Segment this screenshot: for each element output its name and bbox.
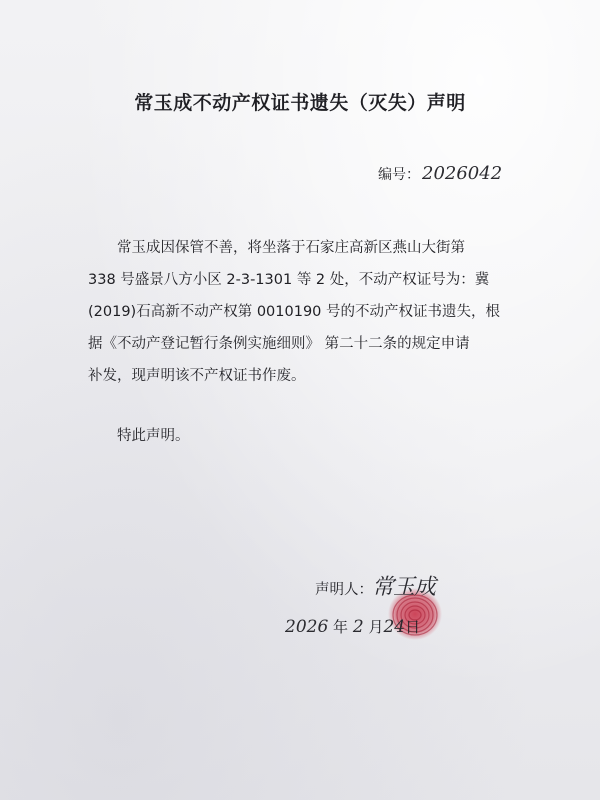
closing-text: 特此声明。 [117, 428, 190, 444]
document-title: 常玉成不动产权证书遗失（灭失）声明 [134, 92, 466, 114]
body-line: 补发，现声明该不产权证书作废。 [88, 368, 306, 384]
date-day-unit: 日 [405, 618, 421, 636]
date-year: 2026 [285, 617, 329, 637]
serial-number [378, 163, 502, 184]
date-month: 2 [352, 617, 364, 637]
body-line: 338 号盛景八方小区 2-3-1301 等 2 处，不动产权证号为：冀 [88, 272, 490, 288]
serial-value: 2026042 [422, 163, 503, 184]
serial-label: 编号： [378, 167, 420, 183]
date-day: 24 [383, 617, 406, 637]
handwritten-signature: 常玉成 [372, 575, 436, 600]
body-line: 据《不动产登记暂行条例实施细则》 第二十二条的规定申请 [88, 336, 470, 352]
body-line: 常玉成因保管不善，将坐落于石家庄高新区燕山大街第 [117, 240, 465, 256]
body-line: (2019)石高新不动产权第 0010190 号的不动产权证书遗失，根 [88, 304, 501, 320]
date-month-unit: 月 [368, 618, 384, 636]
declaration-body [88, 232, 518, 392]
declarant-label: 声明人： [315, 582, 373, 598]
declaration-paragraph [88, 232, 518, 392]
date-year-unit: 年 [333, 618, 349, 636]
declaration-date [285, 616, 420, 637]
